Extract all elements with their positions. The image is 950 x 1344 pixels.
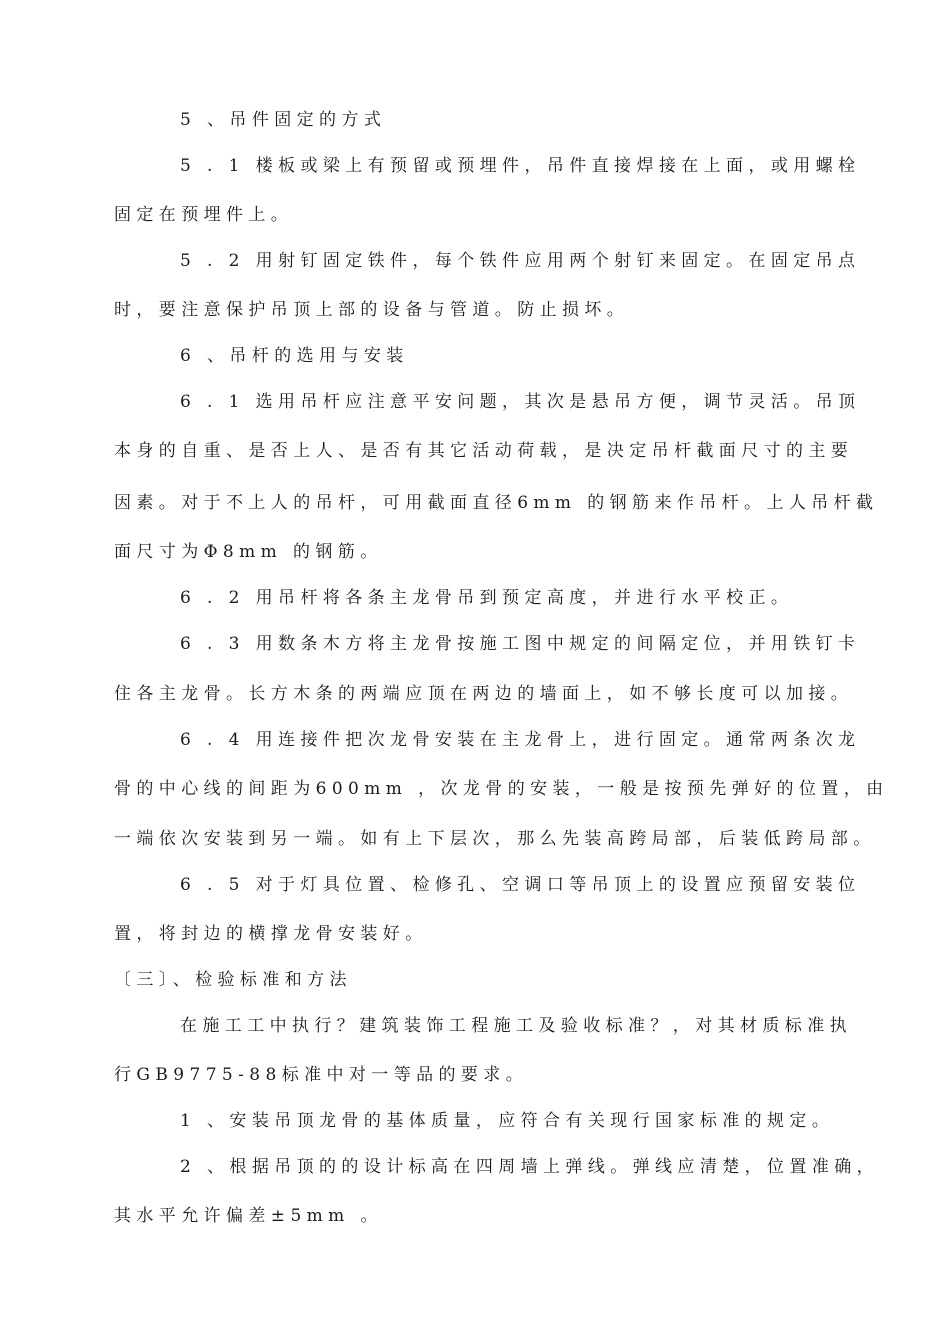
paragraph-6-4-line-3: 一端依次安装到另一端。如有上下层次，那么先装高跨局部，后装低跨局部。	[114, 829, 876, 849]
paragraph-item-2-line-1: 2 、根据吊顶的的设计标高在四周墙上弹线。弹线应清楚，位置准确，	[180, 1157, 880, 1177]
heading-5: 5 、吊件固定的方式	[180, 110, 387, 130]
section-heading-3: 〔三〕、检验标准和方法	[114, 970, 352, 990]
paragraph-6-1-line-2: 本身的自重、是否上人、是否有其它活动荷载，是决定吊杆截面尺寸的主要	[114, 441, 854, 461]
paragraph-6-2: 6 . 2 用吊杆将各条主龙骨吊到预定高度，并进行水平校正。	[180, 588, 794, 608]
paragraph-6-3-line-2: 住各主龙骨。长方木条的两端应顶在两边的墙面上，如不够长度可以加接。	[114, 684, 854, 704]
paragraph-6-3-line-1: 6 . 3 用数条木方将主龙骨按施工图中规定的间隔定位，并用铁钉卡	[180, 634, 861, 654]
heading-6: 6 、吊杆的选用与安装	[180, 346, 409, 366]
paragraph-5-2-line-1: 5 . 2 用射钉固定铁件，每个铁件应用两个射钉来固定。在固定吊点	[180, 251, 861, 271]
paragraph-item-2-line-2: 其水平允许偏差±5mm 。	[114, 1206, 383, 1226]
paragraph-standards-line-1: 在施工工中执行？建筑装饰工程施工及验收标准？，对其材质标准执	[180, 1016, 852, 1036]
paragraph-5-1-line-1: 5 . 1 楼板或梁上有预留或预埋件，吊件直接焊接在上面，或用螺栓	[180, 156, 861, 176]
paragraph-6-4-line-2: 骨的中心线的间距为600mm ，次龙骨的安装，一般是按预先弹好的位置，由	[114, 779, 889, 799]
paragraph-6-5-line-2: 置，将封边的横撑龙骨安装好。	[114, 924, 428, 944]
paragraph-6-4-line-1: 6 . 4 用连接件把次龙骨安装在主龙骨上，进行固定。通常两条次龙	[180, 730, 861, 750]
paragraph-6-1-line-1: 6 . 1 选用吊杆应注意平安问题，其次是悬吊方便，调节灵活。吊顶	[180, 392, 861, 412]
paragraph-6-1-line-4: 面尺寸为Φ8mm 的钢筋。	[114, 542, 383, 562]
paragraph-6-1-line-3: 因素。对于不上人的吊杆，可用截面直径6mm 的钢筋来作吊杆。上人吊杆截	[114, 493, 879, 513]
paragraph-5-2-line-2: 时，要注意保护吊顶上部的设备与管道。防止损坏。	[114, 300, 630, 320]
paragraph-6-5-line-1: 6 . 5 对于灯具位置、检修孔、空调口等吊顶上的设置应预留安装位	[180, 875, 861, 895]
paragraph-item-1: 1 、安装吊顶龙骨的基体质量，应符合有关现行国家标准的规定。	[180, 1111, 835, 1131]
paragraph-standards-line-2: 行GB9775-88标准中对一等品的要求。	[114, 1065, 529, 1085]
paragraph-5-1-line-2: 固定在预埋件上。	[114, 205, 294, 225]
